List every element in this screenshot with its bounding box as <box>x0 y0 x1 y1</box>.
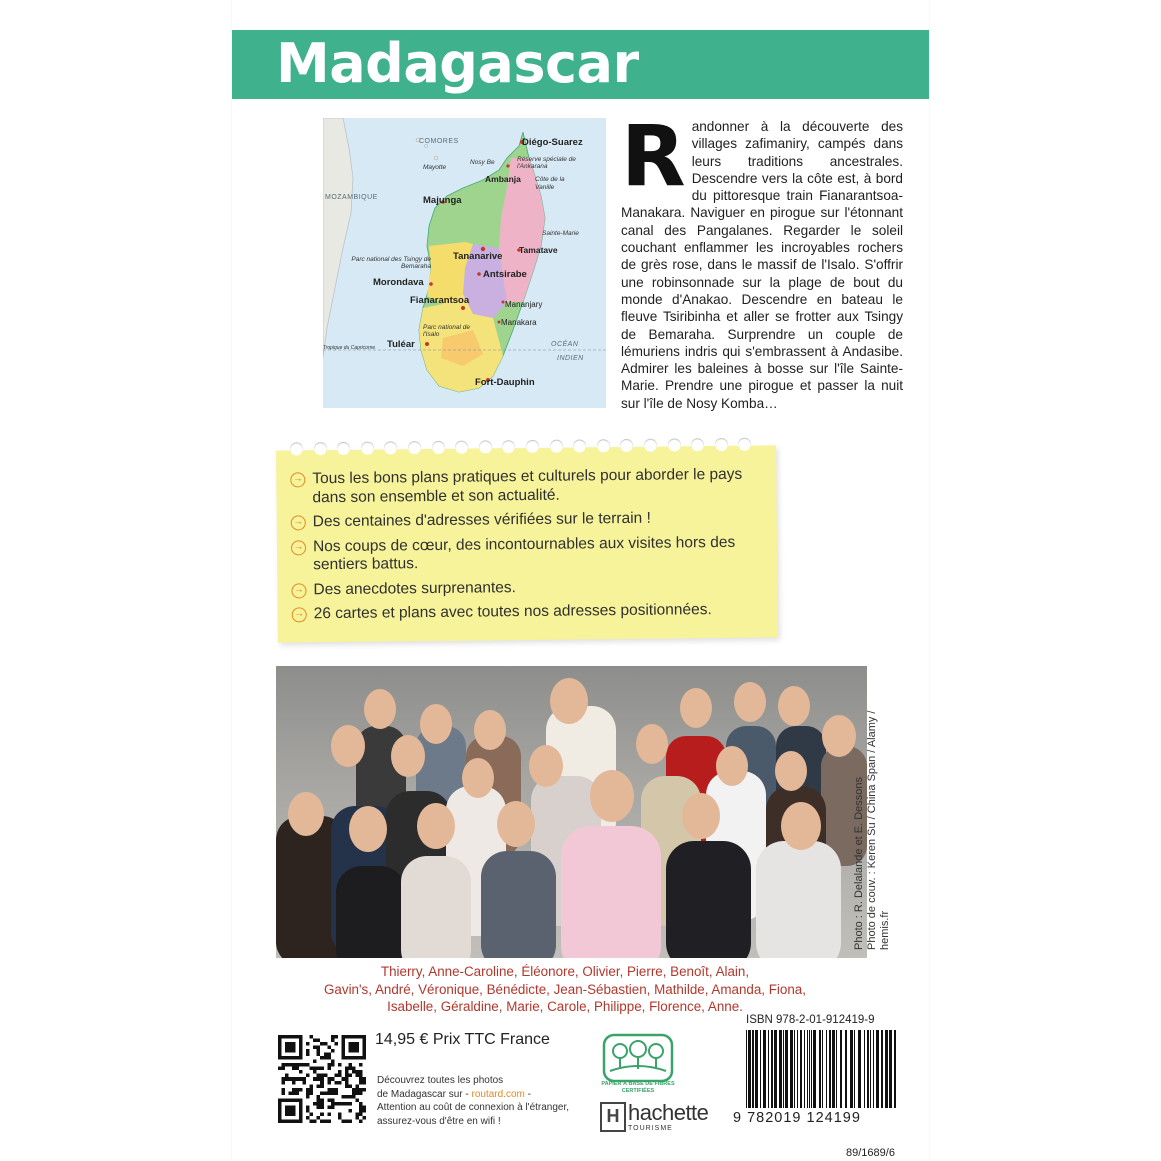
publisher-name: hachette <box>628 1100 709 1125</box>
arrow-circle-icon: → <box>291 515 306 530</box>
intro-paragraph <box>621 107 903 418</box>
map-label-diego-suarez: Diégo-Suarez <box>522 137 583 148</box>
map-label-nosy-be: Nosy Be <box>470 159 495 166</box>
reference-code: 89/1689/6 <box>846 1147 895 1159</box>
list-item: → Nos coups de cœur, des incontournables aux visites hors des sentiers battus. <box>291 533 767 575</box>
map-label-mananjary: Mananjary <box>505 300 543 309</box>
list-item: → Des centaines d'adresses vérifiées sur le terrain ! <box>291 508 767 531</box>
team-photo <box>276 666 867 958</box>
title-banner <box>232 30 929 99</box>
map-label-fianarantsoa: Fianarantsoa <box>410 295 470 306</box>
arrow-circle-icon: → <box>292 607 307 622</box>
drop-cap: R <box>621 107 686 205</box>
highlights-note <box>276 445 778 642</box>
arrow-circle-icon: → <box>291 540 306 555</box>
map-label-tulear: Tuléar <box>387 339 415 350</box>
map-label-antsirabe: Antsirabe <box>483 269 527 280</box>
hachette-h-icon: H <box>600 1102 626 1132</box>
map-label-ankarana: Réserve spéciale de l'Ankarana <box>517 156 576 170</box>
map-label-isalo: Parc national de l'Isalo <box>423 324 470 338</box>
arrow-circle-icon: → <box>290 472 305 487</box>
map-label-manakara: Manakara <box>501 318 537 327</box>
map-label-fort-dauphin: Fort-Dauphin <box>475 377 535 388</box>
map-label-majunga: Majunga <box>423 195 462 206</box>
list-item: → Des anecdotes surprenantes. <box>291 576 767 599</box>
highlights-list <box>276 445 778 624</box>
map-label-cote-vanille: Côte de la Vanille <box>535 176 565 191</box>
certified-paper-label: PAPIER À BASE DE FIBRES CERTIFIÉES <box>601 1081 675 1094</box>
list-item: → 26 cartes et plans avec toutes nos adresses positionnées. <box>292 600 768 623</box>
publisher-sub: TOURISME <box>628 1125 673 1132</box>
book-title: Madagascar <box>276 32 639 95</box>
intro-text: andonner à la découverte des villages zafimaniry, campés dans leurs traditions ancestrales. Descendre vers la côte est, à bord du pittoresque train Fianarantsoa-Manakara. Naviguer en pirogue sur l'étonnant canal des Pangalanes. Regarder le soleil couchant enflammer les incroyables rochers de grès rose, dans le massif de l'Isalo. S'offrir une robinsonnade sur la plage de bout du monde d'Anakao. Descendre en bateau le fleuve Tsiribinha et aller se frotter aux Tsingy de Bemaraha. Surprendre un couple de lémuriens indris qui s'embrassent à Andasibe. Admirer les baleines à bosse sur l'île Sainte-Marie. Prendre une pirogue et passer la nuit sur l'île de Nosy Komba… <box>621 119 903 411</box>
team-names: Thierry, Anne-Caroline, Éléonore, Olivier, Pierre, Benoît, Alain, Gavin's, André, Véronique, Bénédicte, Jean-Sébastien, Mathilde, Amanda, Fiona, Isabelle, Géraldine, Marie, Carole, Philippe, Florence, Anne. <box>324 964 806 1014</box>
routard-link[interactable]: routard.com <box>471 1088 525 1100</box>
website-note: Découvrez toutes les photos de Madagascar sur - routard.com - Attention au coût de connexion à l'étranger, assurez-vous d'être en wifi ! <box>377 1075 570 1127</box>
madagascar-map <box>323 118 606 408</box>
map-label-mozambique: MOZAMBIQUE <box>325 194 378 201</box>
price-label: 14,95 € Prix TTC France <box>375 1031 550 1048</box>
map-label-tananarive: Tananarive <box>453 251 503 262</box>
barcode-number: 9 782019 124199 <box>733 1110 861 1126</box>
map-label-tamatave: Tamatave <box>519 245 558 255</box>
map-label-capricorne: Tropique du Capricorne <box>323 345 376 351</box>
map-label-ocean: OCÉAN <box>551 341 579 348</box>
publisher-logo <box>600 1100 730 1134</box>
photo-credit: Photo : R. Delalande et E. Dessons Photo de couv. : Keren Su / China Span / Alamy / hemis.fr <box>853 710 891 950</box>
map-label-mayotte: Mayotte <box>423 164 447 171</box>
map-label-comores: COMORES <box>419 138 459 145</box>
list-item: → Tous les bons plans pratiques et culturels pour aborder le pays dans son ensemble et son actualité. <box>290 465 766 507</box>
arrow-circle-icon: → <box>291 583 306 598</box>
map-label-morondava: Morondava <box>373 277 424 288</box>
map-label-indien: INDIEN <box>557 355 584 362</box>
team-photo-graphic <box>276 666 867 958</box>
map-label-ambanja: Ambanja <box>485 174 521 184</box>
barcode <box>744 1030 902 1108</box>
qr-code[interactable] <box>278 1035 366 1123</box>
isbn-label: ISBN 978-2-01-912419-9 <box>746 1014 875 1026</box>
map-label-sainte-marie: Sainte-Marie <box>542 230 579 237</box>
map-label-tsingy: Parc national des Tsingy de Bemaraha <box>351 256 431 270</box>
